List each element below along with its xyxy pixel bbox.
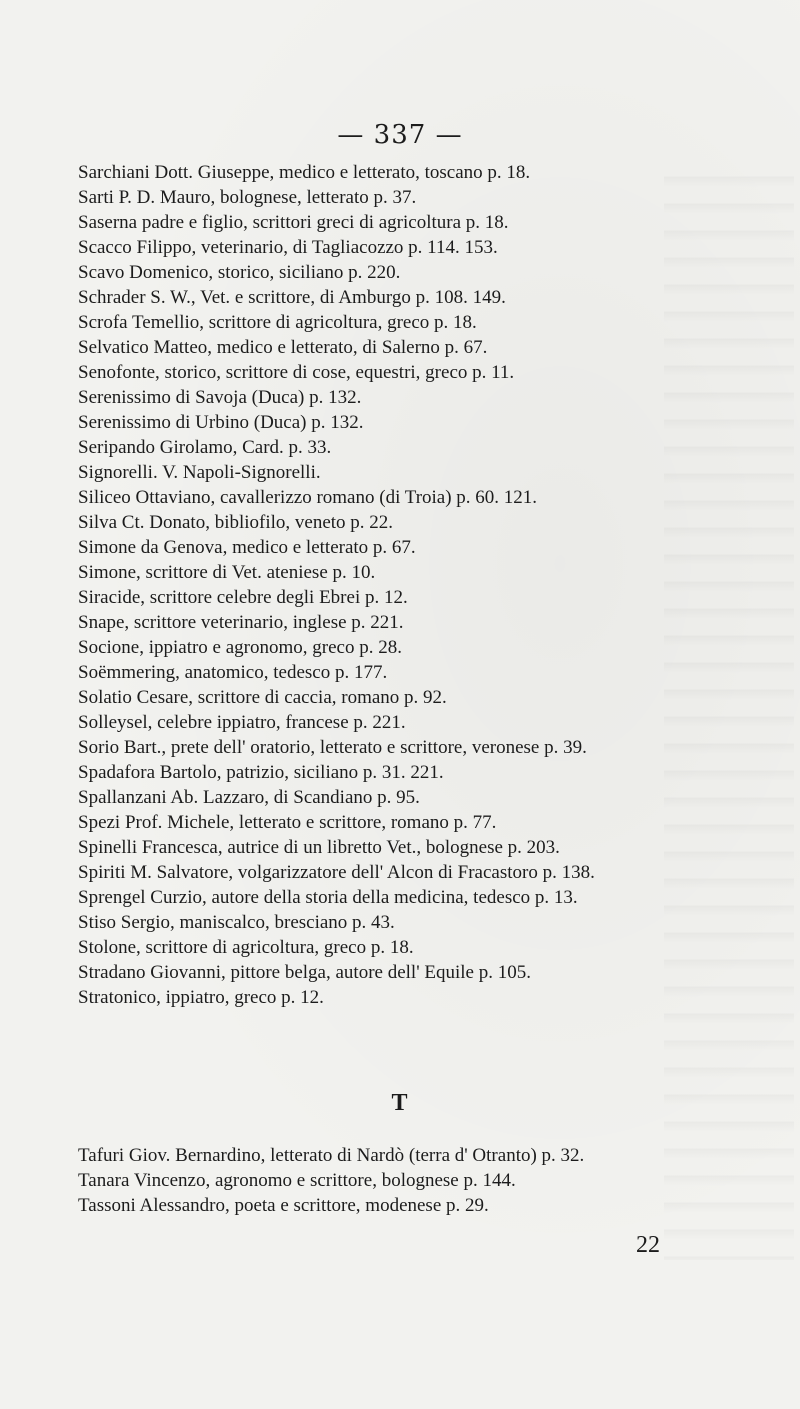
index-entry: Scrofa Temellio, scrittore di agricoltura, greco p. 18. xyxy=(78,312,477,333)
index-entry: Socione, ippiatro e agronomo, greco p. 28. xyxy=(78,637,402,658)
index-entry: Signorelli. V. Napoli-Signorelli. xyxy=(78,462,321,483)
index-entry: Spiriti M. Salvatore, volgarizzatore dell' Alcon di Fracastoro p. 138. xyxy=(78,862,595,883)
index-entry: Stiso Sergio, maniscalco, bresciano p. 43. xyxy=(78,912,395,933)
index-entry: Siracide, scrittore celebre degli Ebrei p. 12. xyxy=(78,587,408,608)
page-number: — 337 — xyxy=(337,120,463,150)
index-entry: Spinelli Francesca, autrice di un libretto Vet., bolognese p. 203. xyxy=(78,837,560,858)
index-entry: Soëmmering, anatomico, tedesco p. 177. xyxy=(78,662,388,683)
index-entry: Tanara Vincenzo, agronomo e scrittore, bolognese p. 144. xyxy=(78,1170,516,1191)
index-entry: Serenissimo di Savoja (Duca) p. 132. xyxy=(78,387,362,408)
index-entries-s xyxy=(78,160,738,1010)
index-entry: Simone da Genova, medico e letterato p. 67. xyxy=(78,537,416,558)
index-entry: Solleysel, celebre ippiatro, francese p. 221. xyxy=(78,712,406,733)
index-entry: Scacco Filippo, veterinario, di Tagliacozzo p. 114. 153. xyxy=(78,237,498,258)
index-entry: Spezi Prof. Michele, letterato e scrittore, romano p. 77. xyxy=(78,812,497,833)
index-entry: Simone, scrittore di Vet. ateniese p. 10. xyxy=(78,562,376,583)
index-entry: Siliceo Ottaviano, cavallerizzo romano (di Troia) p. 60. 121. xyxy=(78,487,538,508)
index-entry: Saserna padre e figlio, scrittori greci di agricoltura p. 18. xyxy=(78,212,509,233)
index-entry: Stratonico, ippiatro, greco p. 12. xyxy=(78,987,324,1008)
index-entry: Selvatico Matteo, medico e letterato, di Salerno p. 67. xyxy=(78,337,488,358)
index-entry: Sarchiani Dott. Giuseppe, medico e letterato, toscano p. 18. xyxy=(78,162,531,183)
index-entry: Spallanzani Ab. Lazzaro, di Scandiano p. 95. xyxy=(78,787,420,808)
index-entries-t xyxy=(78,1143,738,1218)
index-entry: Serenissimo di Urbino (Duca) p. 132. xyxy=(78,412,364,433)
index-entry: Seripando Girolamo, Card. p. 33. xyxy=(78,437,332,458)
index-entry: Sarti P. D. Mauro, bolognese, letterato p. 37. xyxy=(78,187,417,208)
index-entry: Tafuri Giov. Bernardino, letterato di Nardò (terra d' Otranto) p. 32. xyxy=(78,1145,585,1166)
index-entry: Senofonte, storico, scrittore di cose, equestri, greco p. 11. xyxy=(78,362,515,383)
index-entry: Solatio Cesare, scrittore di caccia, romano p. 92. xyxy=(78,687,447,708)
index-entry: Sprengel Curzio, autore della storia della medicina, tedesco p. 13. xyxy=(78,887,578,908)
signature-mark: 22 xyxy=(636,1232,660,1258)
index-entry: Scavo Domenico, storico, siciliano p. 220. xyxy=(78,262,401,283)
section-letter-heading: T xyxy=(391,1090,409,1116)
index-entry: Sorio Bart., prete dell' oratorio, letterato e scrittore, veronese p. 39. xyxy=(78,737,587,758)
index-entry: Stolone, scrittore di agricoltura, greco p. 18. xyxy=(78,937,414,958)
index-entry: Spadafora Bartolo, patrizio, siciliano p. 31. 221. xyxy=(78,762,444,783)
index-entry: Snape, scrittore veterinario, inglese p. 221. xyxy=(78,612,404,633)
index-entry: Tassoni Alessandro, poeta e scrittore, modenese p. 29. xyxy=(78,1195,489,1216)
index-entry: Schrader S. W., Vet. e scrittore, di Amburgo p. 108. 149. xyxy=(78,287,506,308)
index-entry: Silva Ct. Donato, bibliofilo, veneto p. 22. xyxy=(78,512,394,533)
index-entry: Stradano Giovanni, pittore belga, autore dell' Equile p. 105. xyxy=(78,962,531,983)
